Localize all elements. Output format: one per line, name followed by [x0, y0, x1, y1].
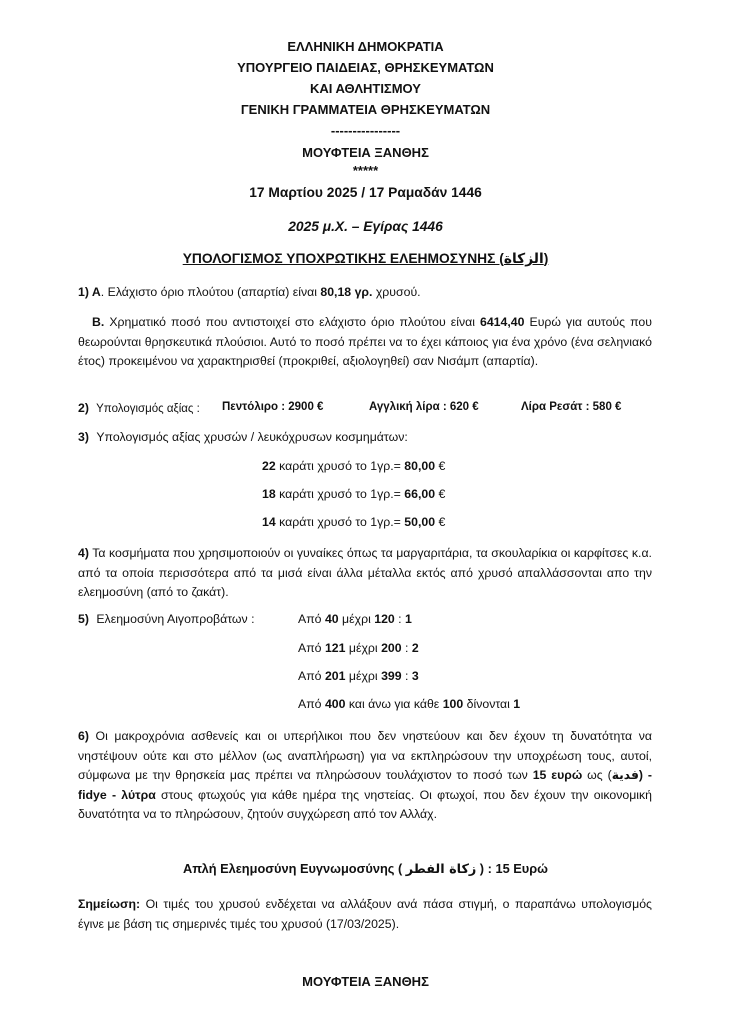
karat-value: 18 [262, 487, 276, 501]
karat-text: καράτι χρυσό το 1γρ.= [275, 459, 405, 473]
section-6 [78, 727, 652, 825]
section-3-label: Υπολογισμός αξίας χρυσών / λευκόχρυσων κοσμημάτων: [96, 430, 408, 444]
section-6-text: Οι μακροχρόνια ασθενείς και οι υπερήλικοι που δεν νηστεύουν και δεν έχουν τη δυνατότητα να νηστέψουν ούτε και στο μέλλον (ως αναπλήρωση) για να εκπληρώσουν την υποχρέωση τους, αυτοί, σύμφωνα με την θρησκεία μας πρέπει να πληρώσουν τουλάχιστον το ποσό των [78, 729, 652, 782]
section-1a [78, 285, 421, 299]
livestock-to: μέχρι [345, 641, 382, 655]
section-6-as: ως ( [582, 768, 612, 782]
note [78, 895, 652, 934]
karat-row [262, 487, 445, 501]
section-1b [78, 313, 652, 372]
livestock-colon: : [401, 641, 412, 655]
livestock-per: 100 [442, 697, 464, 711]
header-era: 2025 μ.Χ. – Εγίρας 1446 [288, 219, 443, 234]
section-5-label: Ελεημοσύνη Αιγοπροβάτων : [96, 612, 255, 626]
coin-pentoliro: Πεντόλιρο : 2900 € [222, 401, 324, 413]
fitr-arabic: زكاة الفطر [405, 862, 477, 877]
livestock-due: 2 [411, 641, 419, 655]
section-1b-text-end: Ευρώ για αυτούς που θεωρούνται θρησκευτικά πλούσιοι. Αυτό το ποσό πρέπει να το έχει κάποιος για ένα χρόνο (ένα σεληνιακό έτος) προκειμένου να χαρακτηρισθεί (προκριθεί, αξιολογηθεί) σαν Νισάμπ (απαρτία). [78, 315, 652, 368]
livestock-from: Από [298, 641, 325, 655]
section-5 [78, 612, 255, 626]
section-5-number: 5) [78, 612, 89, 626]
fitr-line [0, 861, 731, 877]
section-2-number: 2) [78, 401, 89, 415]
karat-unit: € [435, 487, 446, 501]
livestock-max: 120 [374, 612, 395, 626]
karat-text: καράτι χρυσό το 1γρ.= [275, 515, 405, 529]
section-4-number: 4) [78, 546, 89, 560]
section-4-text: Τα κοσμήματα που χρησιμοποιούν οι γυναίκες όπως τα μαργαριτάρια, τα σκουλαρίκια οι καρφίτσες κ.α. από τα οποία περισσότερα από τα μισά είναι άλλα μέταλλα εκτός από χρυσό απαλλάσσονται απο την ελεημοσύνη (από το ζακάτ). [78, 546, 652, 599]
note-label: Σημείωση: [78, 897, 141, 911]
livestock-max: 200 [381, 641, 402, 655]
header-line-secretariat: ΓΕΝΙΚΗ ΓΡΑΜΜΑΤΕΙΑ ΘΡΗΣΚΕΥΜΑΤΩΝ [240, 102, 491, 117]
karat-unit: € [435, 459, 446, 473]
karat-unit: € [435, 515, 446, 529]
header-stars: ***** [352, 163, 379, 178]
karat-value: 22 [262, 459, 276, 473]
header-separator: ---------------- [330, 123, 401, 138]
section-6-amount: 15 ευρώ [532, 768, 583, 782]
livestock-colon: : [394, 612, 406, 626]
header-date: 17 Μαρτίου 2025 / 17 Ραμαδάν 1446 [249, 185, 482, 200]
coin-resat-pound: Λίρα Ρεσάτ : 580 € [521, 401, 622, 413]
section-3 [78, 430, 408, 444]
livestock-row [298, 612, 412, 626]
title-text: ΥΠΟΛΟΓΙΣΜΟΣ ΥΠΟΧΡΩΤΙΚΗΣ ΕΛΕΗΜΟΣΥΝΗΣ ( [182, 251, 504, 266]
section-6-number: 6) [78, 729, 89, 743]
karat-row [262, 515, 445, 529]
livestock-row [298, 669, 419, 683]
fitr-value: ) : 15 Ευρώ [476, 861, 548, 876]
section-1a-number: 1) Α [78, 285, 101, 299]
section-3-number: 3) [78, 430, 89, 444]
livestock-min: 400 [324, 697, 346, 711]
note-text: Οι τιμές του χρυσού ενδέχεται να αλλάξουν ανά πάσα στιγμή, ο παραπάνω υπολογισμός έγινε με βάση τις σημερινές τιμές του χρυσού (17/03/2025). [78, 897, 652, 931]
karat-price: 66,00 [404, 487, 436, 501]
section-4 [78, 544, 652, 603]
karat-value: 14 [262, 515, 276, 529]
title-close: ) [543, 251, 549, 266]
livestock-max: 399 [381, 669, 402, 683]
livestock-given: δίνονται [463, 697, 514, 711]
header-line-ministry: ΥΠΟΥΡΓΕΙΟ ΠΑΙΔΕΙΑΣ, ΘΡΗΣΚΕΥΜΑΤΩΝ [237, 60, 494, 75]
livestock-from: Από [298, 669, 325, 683]
section-2-label: Υπολογισμός αξίας : [96, 403, 200, 415]
karat-price: 80,00 [404, 459, 436, 473]
footer-signature: ΜΟΥΦΤΕΙΑ ΞΑΝΘΗΣ [302, 974, 429, 989]
livestock-min: 121 [324, 641, 346, 655]
section-1a-text: . Ελάχιστο όριο πλούτου (απαρτία) είναι [100, 285, 321, 299]
section-1b-text-start: Χρηματικό ποσό που αντιστοιχεί στο ελάχιστο όριο πλούτου είναι [104, 315, 480, 329]
document-title [0, 251, 731, 267]
livestock-from: Από [298, 697, 325, 711]
section-6-text-end: στους φτωχούς για κάθε ημέρα της νηστείας. Οι φτωχοί, που δεν έχουν την οικονομική δυνατότητα να το πληρώσουν, ζητούν συγχώρεση από τον Αλλάχ. [78, 787, 652, 821]
livestock-row [298, 641, 419, 655]
livestock-due: 3 [411, 669, 419, 683]
title-arabic: الزكاة [503, 251, 544, 267]
section-2 [78, 401, 200, 415]
livestock-due: 1 [513, 697, 521, 711]
fitr-label: Απλή Ελεημοσύνη Ευγνωμοσύνης ( [183, 861, 406, 876]
header-line-republic: ΕΛΛΗΝΙΚΗ ΔΗΜΟΚΡΑΤΙΑ [287, 39, 444, 54]
section-1b-label: Β. [92, 315, 105, 329]
livestock-min: 201 [324, 669, 346, 683]
karat-price: 50,00 [404, 515, 436, 529]
livestock-to: μέχρι [345, 669, 382, 683]
livestock-row-last [298, 697, 520, 711]
section-1a-value: 80,18 γρ. [320, 285, 373, 299]
header-muftiate: ΜΟΥΦΤΕΙΑ ΞΑΝΘΗΣ [302, 145, 429, 160]
section-6-fidye: ) - fidye - λύτρα [78, 768, 652, 802]
coin-english-pound: Αγγλική λίρα : 620 € [369, 401, 479, 413]
livestock-due: 1 [405, 612, 412, 626]
section-6-arabic: فدية [611, 768, 639, 782]
header-line-ministry-cont: ΚΑΙ ΑΘΛΗΤΙΣΜΟΥ [310, 81, 421, 96]
livestock-to: μέχρι [338, 612, 375, 626]
livestock-colon: : [401, 669, 412, 683]
livestock-from: Από [298, 612, 325, 626]
livestock-per-text: και άνω για κάθε [345, 697, 443, 711]
section-1a-suffix: χρυσού. [372, 285, 421, 299]
karat-row [262, 459, 445, 473]
livestock-min: 40 [324, 612, 339, 626]
section-1b-value: 6414,40 [480, 315, 525, 329]
karat-text: καράτι χρυσό το 1γρ.= [275, 487, 405, 501]
